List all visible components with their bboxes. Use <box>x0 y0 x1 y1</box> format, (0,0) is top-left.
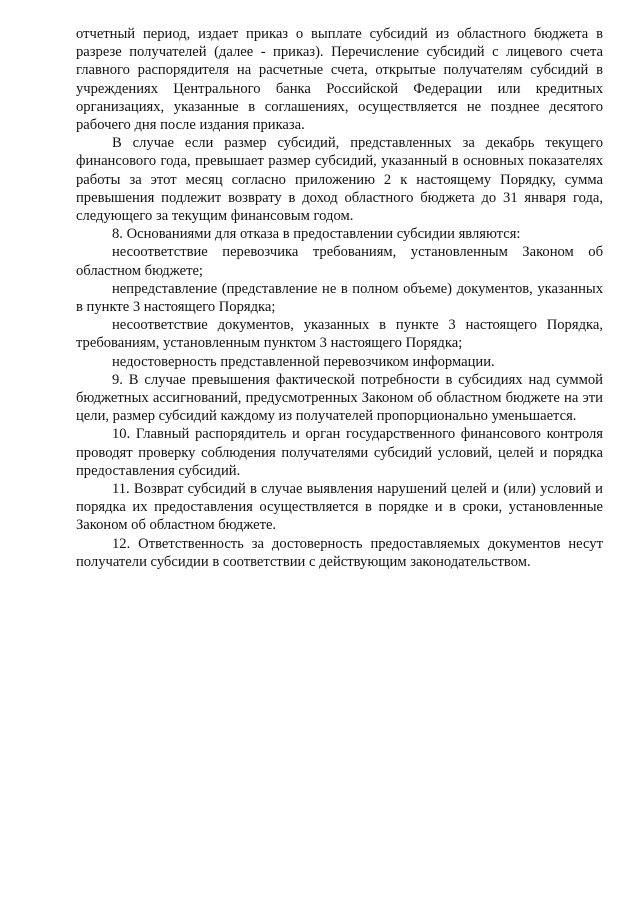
paragraph-item-8-reason-4: недостоверность представленной перевозчиком информации. <box>112 353 495 370</box>
paragraph-item-8-reason-2: непредставление (представление не в полном объеме) документов, указанных в пункте 3 настоящего Порядка; <box>76 280 603 316</box>
document-page <box>76 25 603 571</box>
paragraph-item-9: 9. В случае превышения фактической потребности в субсидиях над суммой бюджетных ассигнований, предусмотренных Законом об областном бюджете на эти цели, размер субсидий каждому из получателей пропорционально уменьшается. <box>76 371 603 425</box>
paragraph-item-8-reason-1: несоответствие перевозчика требованиям, установленным Законом об областном бюджете; <box>76 244 603 279</box>
paragraph-item-8: 8. Основаниями для отказа в предоставлении субсидии являются: <box>112 226 521 243</box>
paragraph-item-12: 12. Ответственность за достоверность предоставляемых документов несут получатели субсидии в соответствии с действующим законодательством. <box>76 535 603 570</box>
paragraph-item-10: 10. Главный распорядитель и орган государственного финансового контроля проводят проверку соблюдения получателями субсидий условий, целей и порядка предоставления субсидий. <box>76 426 603 479</box>
paragraph-december-excess: В случае если размер субсидий, представленных за декабрь текущего финансового года, превышает размер субсидий, указанный в основных показателях работы за этот месяц согласно приложению 2 к настоящему Порядку, сумма превышения подлежит возврату в доход областного бюджета до 31 января года, следующего за текущим финансовым годом. <box>76 135 603 225</box>
paragraph-item-8-reason-3: несоответствие документов, указанных в пункте 3 настоящего Порядка, требованиям, установленным пунктом 3 настоящего Порядка; <box>76 317 603 352</box>
paragraph-continuation: отчетный период, издает приказ о выплате субсидий из областного бюджета в разрезе получателей (далее - приказ). Перечисление субсидий с лицевого счета главного распорядителя на расчетные счета, открытые получателям субсидий в учреждениях Центрального банка Российской Федерации или кредитных организациях, указанные в соглашениях, осуществляется не позднее десятого рабочего дня после издания приказа. <box>76 26 603 134</box>
paragraph-item-11: 11. Возврат субсидий в случае выявления нарушений целей и (или) условий и порядка их предоставления осуществляется в порядке и в сроки, установленные Законом об областном бюджете. <box>76 481 603 534</box>
